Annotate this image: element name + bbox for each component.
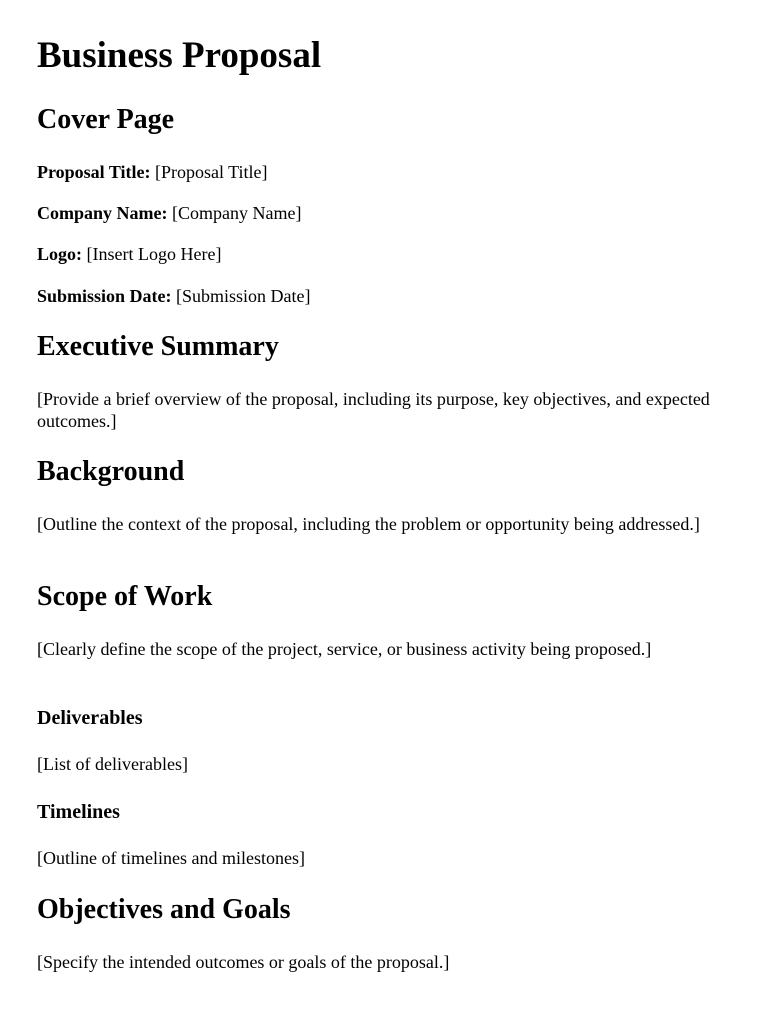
executive-summary-text: [Provide a brief overview of the proposal, including its purpose, key objectives, and expected outcomes.] <box>37 389 710 431</box>
timelines-text: [Outline of timelines and milestones] <box>37 848 305 868</box>
document-title: Business Proposal <box>37 35 322 76</box>
executive-summary-heading: Executive Summary <box>37 331 279 362</box>
background-text: [Outline the context of the proposal, including the problem or opportunity being addressed.] <box>37 514 700 534</box>
objectives-and-goals-text: [Specify the intended outcomes or goals of the proposal.] <box>37 952 450 972</box>
field-value: [Insert Logo Here] <box>86 244 222 264</box>
logo-field <box>37 243 221 265</box>
field-label: Company Name: <box>37 203 168 223</box>
field-value: [Submission Date] <box>176 286 311 306</box>
cover-page-heading: Cover Page <box>37 104 175 135</box>
field-label: Logo: <box>37 244 82 264</box>
scope-of-work-heading: Scope of Work <box>37 581 213 612</box>
field-value: [Company Name] <box>172 203 302 223</box>
field-label: Proposal Title: <box>37 162 151 182</box>
background-heading: Background <box>37 456 185 487</box>
field-value: [Proposal Title] <box>155 162 268 182</box>
deliverables-heading: Deliverables <box>37 707 143 729</box>
field-label: Submission Date: <box>37 286 172 306</box>
company-name-field <box>37 202 301 224</box>
submission-date-field <box>37 285 311 307</box>
objectives-and-goals-heading: Objectives and Goals <box>37 894 291 925</box>
timelines-heading: Timelines <box>37 801 120 823</box>
deliverables-text: [List of deliverables] <box>37 754 188 774</box>
scope-of-work-text: [Clearly define the scope of the project, service, or business activity being proposed.] <box>37 639 652 659</box>
proposal-title-field <box>37 161 268 183</box>
